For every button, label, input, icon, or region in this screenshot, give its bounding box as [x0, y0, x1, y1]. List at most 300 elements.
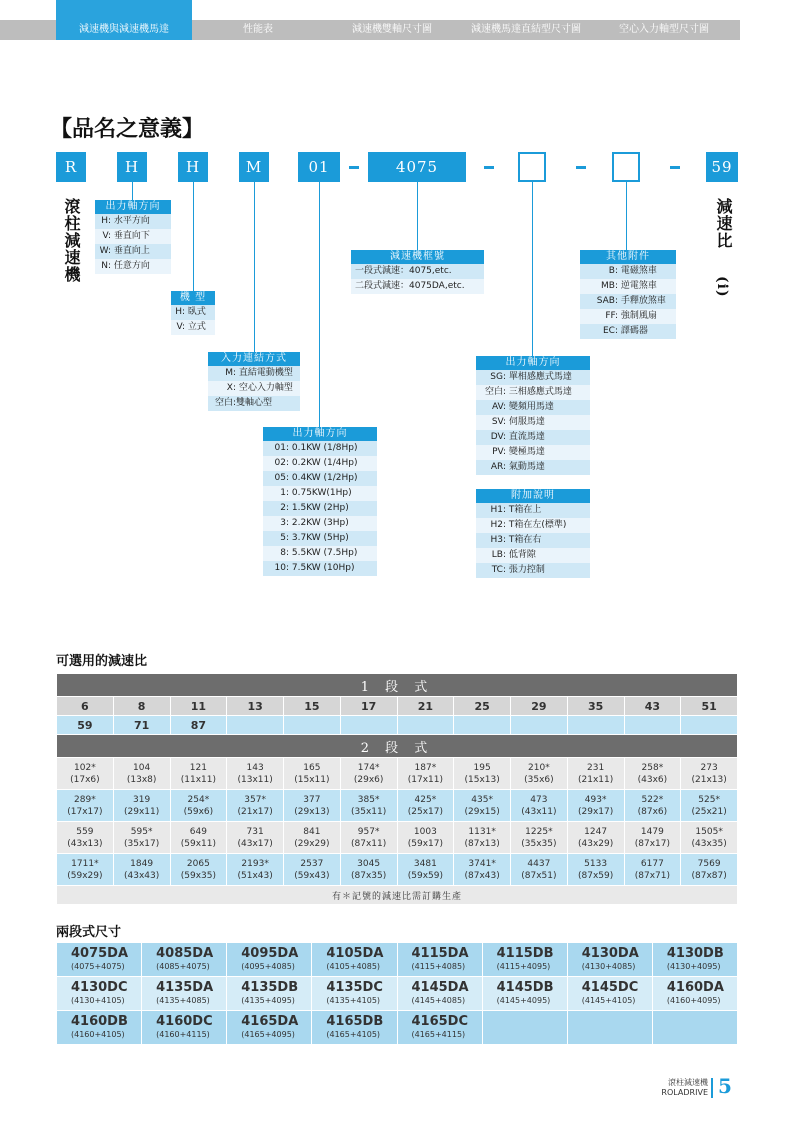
model-cell: [57, 943, 142, 977]
nav-tab-performance[interactable]: 性能表: [243, 24, 273, 35]
ratio-cell: [284, 758, 341, 790]
ratio-value: 273: [700, 762, 718, 773]
ratio-value: 289*: [74, 794, 96, 805]
ratio-factors: (87x11): [350, 838, 387, 849]
row-value: 強制風扇: [620, 311, 657, 321]
connector-line: [532, 182, 533, 356]
box-row: [171, 320, 215, 335]
ratio-value: 731: [246, 826, 264, 837]
box-row: [95, 259, 171, 274]
ratio-value: 2193*: [241, 858, 269, 869]
row-value: 氣動馬達: [508, 462, 545, 472]
ratio-cell: [397, 716, 454, 735]
model-combo: (4115+4085): [411, 962, 466, 971]
box-output-direction: [95, 200, 171, 274]
model-cell: [482, 943, 567, 977]
model-cell: [312, 1011, 397, 1045]
ratio-cell: [340, 854, 397, 886]
ratio-value: 174*: [357, 762, 380, 773]
model-cell: [397, 977, 482, 1011]
model-name: 4165DC: [411, 1014, 469, 1029]
model-cell: [482, 1011, 567, 1045]
ratio-value: 1003: [413, 826, 437, 837]
ratio-value: 258*: [641, 762, 664, 773]
ratio-cell: [511, 790, 568, 822]
ratio-cell: [227, 716, 284, 735]
ratio-cell: [227, 854, 284, 886]
box-row: [476, 548, 590, 563]
footer-divider: [711, 1078, 713, 1098]
ratio-cell: [227, 822, 284, 854]
ratio-value: 2537: [300, 858, 324, 869]
ratio-value: 435*: [471, 794, 493, 805]
model-cell: [227, 943, 312, 977]
ratio-note: 有＊記號的減速比需訂購生產: [57, 886, 738, 905]
ratio-cell: [227, 758, 284, 790]
row-key: 01:: [274, 443, 289, 453]
nav-tab-hollow-input[interactable]: 空心入力軸型尺寸圖: [619, 24, 709, 35]
box-header: 出力軸方向: [476, 356, 590, 370]
row-value: T箱在右: [508, 535, 542, 545]
model-combo: (4130+4105): [71, 996, 125, 1005]
box-output-power: [263, 427, 377, 576]
ratio-value: 4437: [527, 858, 551, 869]
code-seg-power: 01: [298, 152, 340, 182]
model-name: 4115DA: [411, 946, 469, 961]
row-key: TC:: [491, 565, 506, 575]
ratio-value: 143: [246, 762, 264, 773]
row-value: 直結電動機型: [238, 368, 293, 378]
ratio-cell: 87: [170, 716, 227, 735]
box-row: [208, 396, 300, 411]
ratio-factors: (43x6): [637, 774, 668, 785]
code-seg-motor-empty: [518, 152, 546, 182]
ratio-cell: [511, 716, 568, 735]
box-row: [263, 561, 377, 576]
ratio-factors: (87x71): [634, 870, 670, 881]
row-key: PV:: [492, 447, 506, 457]
model-name: 4130DA: [581, 946, 639, 961]
ratio-value: 493*: [584, 794, 607, 805]
ratio-value: 3741*: [468, 858, 496, 869]
ratio-cell: [624, 822, 681, 854]
row-key: W:: [99, 246, 111, 256]
ratio-value: 3481: [413, 858, 437, 869]
row-key: 8:: [280, 548, 289, 558]
box-row: [95, 214, 171, 229]
row-key: 02:: [274, 458, 289, 468]
box-row: [476, 503, 590, 518]
model-combo: (4165+4095): [241, 1030, 295, 1039]
ratio-value: 195: [473, 762, 491, 773]
ratio-cell: [113, 854, 170, 886]
model-combo: (4075+4075): [71, 962, 125, 971]
row-key: LB:: [491, 550, 506, 560]
ratio-cell: [454, 758, 511, 790]
nav-tab-active[interactable]: [56, 0, 192, 40]
box-row: [95, 244, 171, 259]
row-key: 10:: [274, 563, 289, 573]
ratio-cell: [284, 790, 341, 822]
row-value: 直流馬達: [508, 432, 545, 442]
row-key: V:: [176, 322, 185, 332]
model-combo: (4135+4105): [326, 996, 381, 1005]
ratio-cell: [397, 790, 454, 822]
row-value: 一段式減速：4075,etc.: [355, 266, 452, 276]
box-additional-notes: [476, 489, 590, 578]
ratio-value: 377: [303, 794, 321, 805]
ratio-factors: (13x8): [126, 774, 157, 785]
row-key: SV:: [491, 417, 506, 427]
ratio-value: 1479: [640, 826, 664, 837]
model-name: 4105DA: [326, 946, 384, 961]
row-key: 空白:: [484, 387, 506, 397]
ratio-value: 319: [133, 794, 151, 805]
ratio-factors: (87x51): [521, 870, 557, 881]
box-row: [580, 264, 676, 279]
ratio-cell: [284, 716, 341, 735]
ratio-value: 3045: [357, 858, 381, 869]
row-key: H2:: [490, 520, 506, 530]
ratio-factors: (13x11): [237, 774, 273, 785]
box-row: [263, 501, 377, 516]
ratio-factors: (43x35): [691, 838, 727, 849]
ratio-cell: [397, 758, 454, 790]
ratio-value: 1505*: [695, 826, 723, 837]
ratio-cell: [340, 758, 397, 790]
ratio-factors: (87x13): [464, 838, 500, 849]
box-header: 機 型: [171, 291, 215, 305]
model-name: 4085DA: [156, 946, 214, 961]
row-value: 逆電煞車: [620, 281, 657, 291]
model-cell: [57, 977, 142, 1011]
box-row: [208, 366, 300, 381]
box-header: 減速機框號: [351, 250, 484, 264]
ratio-cell: [113, 758, 170, 790]
ratio-value: 165: [303, 762, 321, 773]
ratio-cell: [397, 822, 454, 854]
row-value: 7.5KW (10Hp): [291, 563, 355, 573]
ratio-value: 187*: [414, 762, 437, 773]
box-header: 其他附件: [580, 250, 676, 264]
model-name: 4145DB: [496, 980, 554, 995]
code-dash: [349, 166, 359, 169]
ratio-value: 1131*: [468, 826, 496, 837]
model-name: 4145DC: [581, 980, 639, 995]
ratio-cell: [681, 822, 738, 854]
box-row: [476, 385, 590, 400]
right-vertical-sub: (i): [714, 276, 730, 298]
ratio-factors: (87x17): [634, 838, 670, 849]
ratio-cell: [567, 854, 624, 886]
ratio-factors: (29x15): [464, 806, 500, 817]
ratio-factors: (29x17): [577, 806, 614, 817]
row-key: H:: [101, 216, 111, 226]
ratio-cell: [511, 822, 568, 854]
ratio-value: 1711*: [71, 858, 99, 869]
box-row: [476, 445, 590, 460]
code-seg-output-dir: H: [117, 152, 147, 182]
ratio-factors: (25x17): [407, 806, 443, 817]
ratio-value: 254*: [187, 794, 210, 805]
row-key: DV:: [490, 432, 506, 442]
box-row: [351, 279, 484, 294]
ratio-table: [56, 673, 738, 905]
box-header: 附加說明: [476, 489, 590, 503]
row-value: 變極馬達: [508, 447, 545, 457]
ratio-cell: 6: [57, 697, 114, 716]
ratio-cell: 59: [57, 716, 114, 735]
row-key: 05:: [274, 473, 289, 483]
ratio-cell: [284, 822, 341, 854]
page-number: 5: [718, 1074, 732, 1098]
model-cell: [567, 1011, 652, 1045]
code-dash: [670, 166, 680, 169]
row-key: 5:: [280, 533, 289, 543]
model-combo: (4130+4095): [666, 962, 721, 971]
models-section-title: 兩段式尺寸: [56, 925, 122, 940]
stage-header: 2 段 式: [57, 735, 738, 758]
box-row: [476, 563, 590, 578]
ratio-cell: [57, 758, 114, 790]
ratio-cell: [397, 854, 454, 886]
row-value: 手釋放煞車: [620, 296, 666, 306]
row-key: FF:: [605, 311, 618, 321]
row-key: N:: [101, 261, 111, 271]
ratio-cell: [57, 822, 114, 854]
ratio-factors: (59x35): [180, 870, 216, 881]
row-value: 0.4KW (1/2Hp): [291, 473, 358, 483]
model-combo: (4105+4085): [326, 962, 381, 971]
ratio-value: 5133: [584, 858, 608, 869]
stage-header: 1 段 式: [57, 674, 738, 697]
ratio-cell: [681, 716, 738, 735]
box-row: [95, 229, 171, 244]
ratio-cell: [113, 790, 170, 822]
model-name: 4095DA: [241, 946, 299, 961]
ratio-factors: (87x6): [637, 806, 668, 817]
ratio-value: 559: [76, 826, 94, 837]
model-combo: (4145+4085): [411, 996, 466, 1005]
ratio-value: 841: [303, 826, 321, 837]
ratio-cell: [624, 854, 681, 886]
right-vertical-label: 減速比: [714, 198, 733, 249]
ratio-value: 957*: [357, 826, 380, 837]
ratio-cell: [624, 758, 681, 790]
ratio-value: 425*: [414, 794, 437, 805]
model-name: 4160DA: [666, 980, 724, 995]
ratio-factors: (35x11): [350, 806, 387, 817]
ratio-value: 121: [189, 762, 207, 773]
ratio-cell: 71: [113, 716, 170, 735]
ratio-factors: (11x11): [180, 774, 216, 785]
ratio-cell: [454, 790, 511, 822]
row-value: 張力控制: [508, 565, 545, 575]
box-motor-type: [476, 356, 590, 475]
model-cell: [312, 943, 397, 977]
model-combo: (4165+4105): [326, 1030, 381, 1039]
ratio-factors: (43x17): [237, 838, 273, 849]
ratio-value: 522*: [641, 794, 664, 805]
ratio-value: 1247: [584, 826, 608, 837]
ratio-cell: [567, 758, 624, 790]
model-name: 4135DC: [326, 980, 383, 995]
row-value: 0.2KW (1/4Hp): [291, 458, 358, 468]
row-value: 1.5KW (2Hp): [291, 503, 349, 513]
code-dash: [576, 166, 586, 169]
connector-line: [417, 182, 418, 250]
ratio-cell: 29: [511, 697, 568, 716]
ratio-cell: [170, 854, 227, 886]
model-cell: [482, 977, 567, 1011]
row-key: H3:: [490, 535, 506, 545]
row-key: B:: [608, 266, 618, 276]
model-cell: [312, 977, 397, 1011]
row-key: SAB:: [596, 296, 618, 306]
ratio-cell: [454, 716, 511, 735]
model-name: 4135DA: [156, 980, 214, 995]
ratio-value: 357*: [244, 794, 266, 805]
ratio-cell: [454, 854, 511, 886]
row-value: T箱在上: [508, 505, 542, 515]
ratio-cell: [567, 716, 624, 735]
connector-line: [132, 182, 133, 200]
row-value: T箱在左(標準): [508, 520, 567, 530]
code-seg-accessory-empty: [612, 152, 640, 182]
model-name: 4160DB: [71, 1014, 128, 1029]
ratio-section-title: 可選用的減速比: [56, 654, 148, 669]
code-seg-input: M: [239, 152, 269, 182]
row-value: 2.2KW (3Hp): [291, 518, 349, 528]
left-vertical-label: 滾柱減速機: [62, 198, 81, 283]
ratio-factors: (21x11): [577, 774, 614, 785]
box-frame-number: [351, 250, 484, 294]
ratio-cell: 21: [397, 697, 454, 716]
code-dash: [484, 166, 494, 169]
ratio-factors: (59x43): [294, 870, 330, 881]
ratio-value: 102*: [74, 762, 96, 773]
code-seg-r: R: [56, 152, 86, 182]
model-combo: (4135+4095): [241, 996, 295, 1005]
ratio-factors: (15x11): [294, 774, 330, 785]
box-row: [580, 309, 676, 324]
ratio-cell: [624, 790, 681, 822]
code-seg-ratio: 59: [706, 152, 738, 182]
model-name: 4130DB: [666, 946, 724, 961]
row-key: 2:: [280, 503, 289, 513]
box-row: [476, 415, 590, 430]
model-combo: (4160+4105): [71, 1030, 125, 1039]
model-name: 4165DA: [241, 1014, 299, 1029]
ratio-cell: 11: [170, 697, 227, 716]
ratio-cell: 25: [454, 697, 511, 716]
model-cell: [142, 943, 227, 977]
box-row: [476, 400, 590, 415]
ratio-factors: (87x43): [464, 870, 500, 881]
row-value: 變頻用馬達: [508, 402, 554, 412]
ratio-factors: (17x11): [407, 774, 443, 785]
ratio-cell: [567, 790, 624, 822]
ratio-factors: (59x29): [67, 870, 103, 881]
box-header: 出力軸方向: [263, 427, 377, 441]
row-value: 電磁煞車: [620, 266, 657, 276]
ratio-cell: [454, 822, 511, 854]
model-name: 4165DB: [326, 1014, 384, 1029]
box-model-type: [171, 291, 215, 335]
ratio-value: 1849: [130, 858, 154, 869]
row-key: 空白:: [214, 398, 236, 408]
row-value: 水平方向: [113, 216, 150, 226]
nav-tab-dual-shaft[interactable]: 減速機雙軸尺寸圖: [352, 24, 432, 35]
code-seg-model: H: [178, 152, 208, 182]
connector-line: [319, 182, 320, 427]
ratio-cell: [170, 758, 227, 790]
box-row: [351, 264, 484, 279]
model-cell: [227, 977, 312, 1011]
ratio-factors: (15x13): [464, 774, 500, 785]
ratio-cell: 51: [681, 697, 738, 716]
box-row: [580, 324, 676, 339]
box-row: [580, 294, 676, 309]
box-header: 入力連結方式: [208, 352, 300, 366]
model-combo: (4135+4085): [156, 996, 210, 1005]
row-value: 伺服馬達: [508, 417, 545, 427]
ratio-value: 2065: [186, 858, 210, 869]
model-combo: (4130+4085): [581, 962, 636, 971]
ratio-cell: 35: [567, 697, 624, 716]
ratio-value: 473: [530, 794, 548, 805]
page-title: 【品名之意義】: [50, 116, 205, 142]
ratio-factors: (87x35): [350, 870, 387, 881]
row-value: 低背隙: [508, 550, 536, 560]
ratio-cell: [511, 854, 568, 886]
ratio-value: 231: [587, 762, 605, 773]
model-cell: [397, 1011, 482, 1045]
model-cell: [227, 1011, 312, 1045]
model-cell: [652, 977, 737, 1011]
nav-tab-direct-motor[interactable]: 減速機馬達直結型尺寸圖: [471, 24, 581, 35]
ratio-factors: (21x17): [237, 806, 273, 817]
ratio-cell: [681, 790, 738, 822]
ratio-cell: [340, 822, 397, 854]
ratio-factors: (51x43): [237, 870, 273, 881]
ratio-value: 210*: [528, 762, 550, 773]
model-name: 4130DC: [71, 980, 128, 995]
ratio-cell: [624, 716, 681, 735]
box-row: [171, 305, 215, 320]
box-row: [263, 471, 377, 486]
ratio-value: 7569: [697, 858, 721, 869]
row-key: 3:: [280, 518, 289, 528]
model-name: 4075DA: [71, 946, 129, 961]
model-combo: (4145+4095): [496, 996, 551, 1005]
row-key: EC:: [602, 326, 618, 336]
ratio-factors: (59x59): [407, 870, 443, 881]
footer-brand: [660, 1078, 708, 1098]
row-value: 空心入力軸型: [238, 383, 293, 393]
ratio-value: 104: [133, 762, 151, 773]
ratio-cell: [170, 790, 227, 822]
ratio-cell: [284, 854, 341, 886]
box-row: [476, 533, 590, 548]
box-row: [476, 518, 590, 533]
model-combo: (4145+4105): [581, 996, 636, 1005]
row-value: 三相感應式馬達: [508, 387, 572, 397]
connector-line: [254, 182, 255, 352]
model-name: 4115DB: [496, 946, 554, 961]
model-combo: (4160+4115): [156, 1030, 210, 1039]
ratio-factors: (43x11): [521, 806, 557, 817]
